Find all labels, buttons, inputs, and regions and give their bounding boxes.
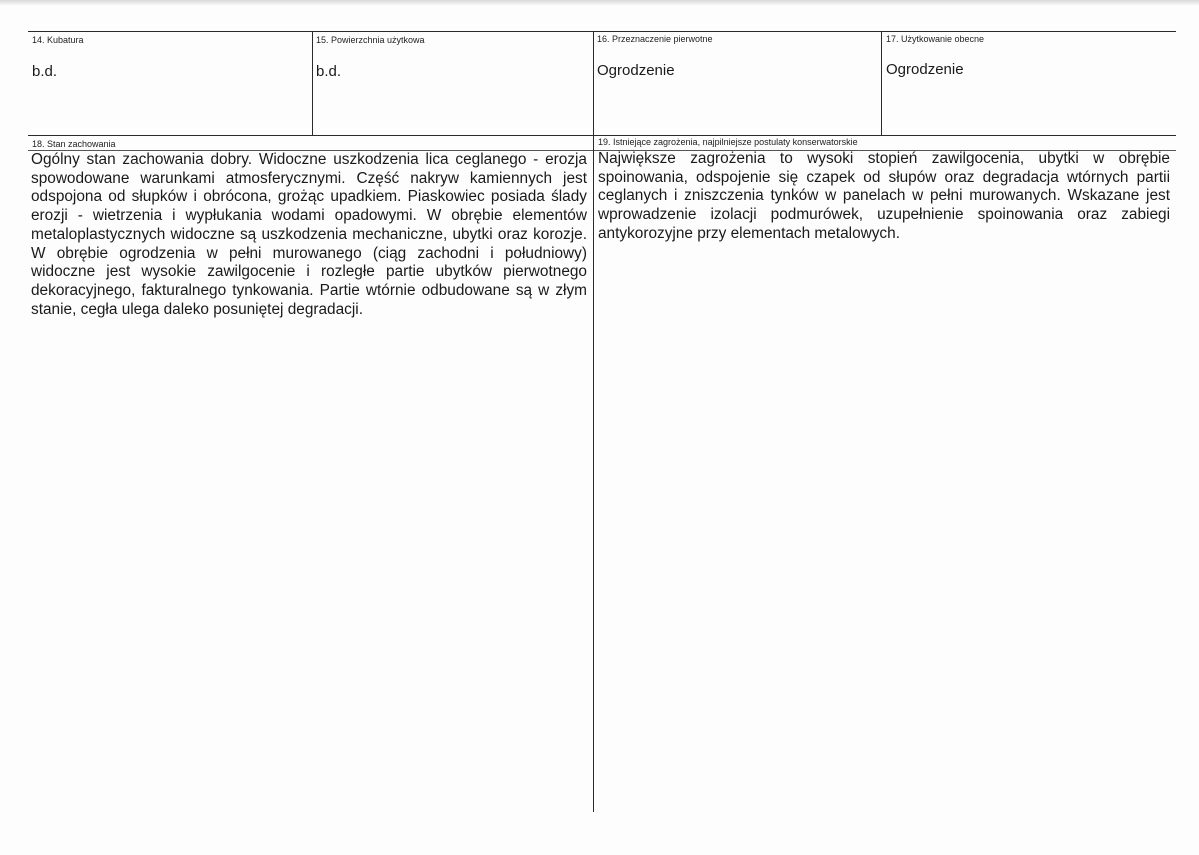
section-label-zagrozenia: 19. Istniejące zagrożenia, najpilniejsze postulaty konserwatorskie <box>598 137 858 147</box>
cell-value-powierzchnia: b.d. <box>316 63 342 80</box>
cell-label-przeznaczenie: 16. Przeznaczenie pierwotne <box>597 34 713 44</box>
row1-divider-2 <box>593 31 594 136</box>
row1-bottom-border <box>28 135 1176 136</box>
cell-label-uzytkowanie: 17. Użytkowanie obecne <box>886 34 985 44</box>
section-label-stan-zachowania: 18. Stan zachowania <box>32 139 116 149</box>
row1-divider-1 <box>312 31 313 136</box>
zagrozenia-text: Największe zagrożenia to wysoki stopień zawilgocenia, ubytki w obrębie spoinowania, odspojenie się czapek od słupów oraz degradacja wtórnych partii ceglanych i zniszczenia tynków w panelach w pełni murowanych. Wskazane jest wprowadzenie izolacji podmurówek, uzupełnienie spoinowania oraz zabiegi antykorozyjne przy elementach metalowych. <box>598 150 1170 242</box>
cell-label-powierzchnia: 15. Powierzchnia użytkowa <box>316 35 425 45</box>
cell-label-kubatura: 14. Kubatura <box>32 35 84 45</box>
row1-divider-3 <box>881 31 882 136</box>
cell-value-uzytkowanie: Ogrodzenie <box>886 61 964 78</box>
stan-zachowania-text: Ogólny stan zachowania dobry. Widoczne uszkodzenia lica ceglanego - erozja spowodowane warunkami atmosferycznymi. Część nakryw kamiennych jest odspojona od słupków i obrócona, grożąc upadkiem. Piaskowiec posiada ślady erozji - wietrzenia i wypłukania wodami opadowymi. W obrębie elementów metaloplastycznych widoczne są uszkodzenia mechaniczne, ubytki oraz korozje. W obrębie ogrodzenia w pełni murowanego (ciąg zachodni i południowy) widoczne jest wysokie zawilgocenie i rozległe partie ubytków pierwotnego dekoracyjnego, fakturalnego tynkowania. Partie wtórnie odbudowane są w złym stanie, cegła ulega daleko posuniętej degradacji. <box>31 151 587 318</box>
cell-value-przeznaczenie: Ogrodzenie <box>597 62 675 79</box>
row2-center-divider <box>593 135 594 812</box>
cell-value-kubatura: b.d. <box>32 63 58 80</box>
form-top-border <box>28 31 1176 32</box>
